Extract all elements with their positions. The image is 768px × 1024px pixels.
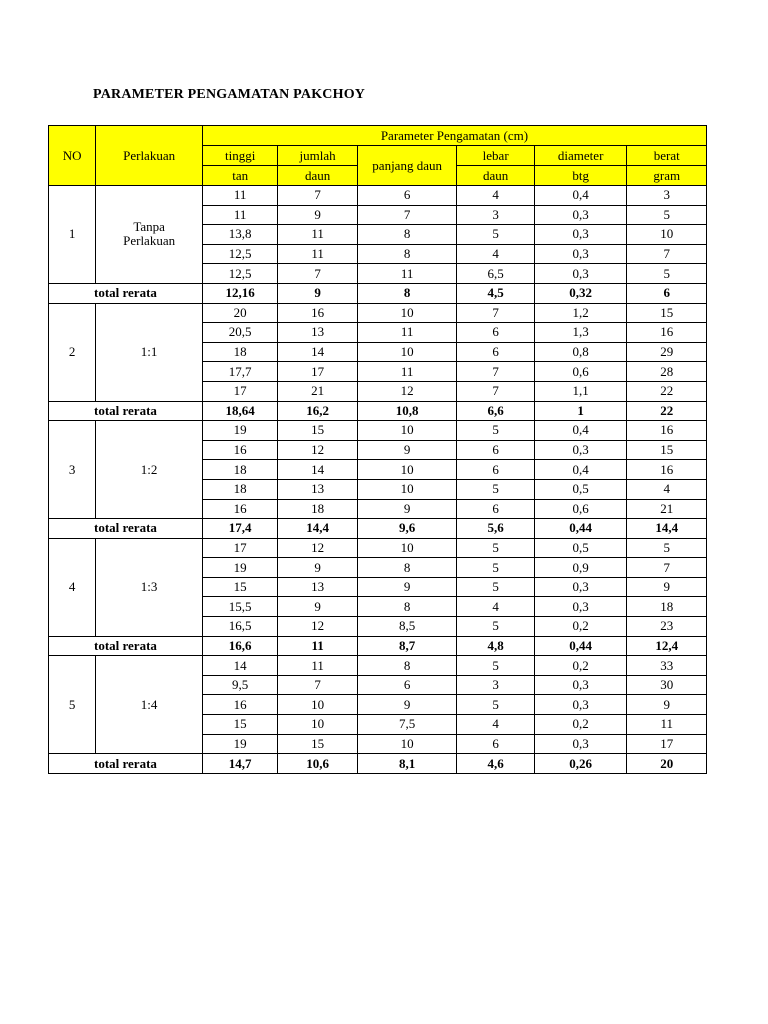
table-cell: 5 [457,617,534,637]
table-cell: 15 [202,715,277,735]
table-cell: 18 [202,342,277,362]
table-cell: 17 [202,381,277,401]
table-cell: 0,3 [534,225,627,245]
table-cell: 5 [627,264,707,284]
table-cell: 5 [457,479,534,499]
table-cell: 12,5 [202,244,277,264]
table-cell: 5 [627,205,707,225]
table-cell: 15 [278,734,357,754]
table-cell: 0,3 [534,597,627,617]
table-cell: 8 [357,656,457,676]
total-cell: 17,4 [202,519,277,539]
group-number: 5 [49,656,96,754]
table-cell: 6 [457,499,534,519]
table-cell: 5 [627,538,707,558]
table-cell: 8 [357,244,457,264]
table-cell: 9 [278,558,357,578]
table-cell: 11 [202,186,277,206]
table-cell: 12 [278,538,357,558]
table-cell: 7 [627,558,707,578]
table-cell: 6,5 [457,264,534,284]
table-cell: 8,5 [357,617,457,637]
table-cell: 9 [627,577,707,597]
table-cell: 8 [357,558,457,578]
table-cell: 10 [627,225,707,245]
table-cell: 10 [357,734,457,754]
header-diameter-line1: diameter [534,146,627,166]
table-cell: 6 [457,323,534,343]
total-cell: 0,32 [534,283,627,303]
table-cell: 20 [202,303,277,323]
table-cell: 7 [457,362,534,382]
table-cell: 11 [202,205,277,225]
total-cell: 4,5 [457,283,534,303]
total-row [49,283,707,303]
table-cell: 10 [357,538,457,558]
table-cell: 0,3 [534,440,627,460]
table-cell: 10 [357,460,457,480]
table-row [49,421,707,441]
header-lebar-line1: lebar [457,146,534,166]
header-jumlah-line2: daun [278,166,357,186]
total-cell: 5,6 [457,519,534,539]
table-row [49,303,707,323]
group-number: 1 [49,186,96,284]
table-cell: 15 [202,577,277,597]
header-lebar-line2: daun [457,166,534,186]
table-cell: 7 [278,186,357,206]
total-label: total rerata [49,754,203,774]
table-cell: 7,5 [357,715,457,735]
table-cell: 5 [457,538,534,558]
table-cell: 16 [202,499,277,519]
table-cell: 0,4 [534,186,627,206]
table-cell: 20,5 [202,323,277,343]
table-cell: 15 [627,303,707,323]
table-cell: 10 [357,421,457,441]
total-cell: 4,6 [457,754,534,774]
table-cell: 12 [278,440,357,460]
total-label: total rerata [49,519,203,539]
table-cell: 30 [627,675,707,695]
total-cell: 1 [534,401,627,421]
table-cell: 0,3 [534,577,627,597]
table-cell: 18 [202,479,277,499]
table-cell: 18 [202,460,277,480]
table-cell: 16 [202,695,277,715]
table-cell: 0,2 [534,656,627,676]
table-cell: 16 [627,421,707,441]
table-cell: 6 [457,734,534,754]
table-cell: 15,5 [202,597,277,617]
total-cell: 14,7 [202,754,277,774]
total-row [49,754,707,774]
total-cell: 0,44 [534,636,627,656]
table-cell: 16,5 [202,617,277,637]
table-cell: 0,4 [534,421,627,441]
total-cell: 22 [627,401,707,421]
total-row [49,636,707,656]
table-cell: 10 [357,479,457,499]
table-cell: 0,6 [534,499,627,519]
table-cell: 11 [357,323,457,343]
table-cell: 11 [627,715,707,735]
table-cell: 19 [202,421,277,441]
table-cell: 0,6 [534,362,627,382]
table-cell: 3 [457,205,534,225]
table-cell: 0,5 [534,538,627,558]
table-cell: 7 [627,244,707,264]
table-cell: 4 [457,597,534,617]
group-number: 3 [49,421,96,519]
table-cell: 11 [357,264,457,284]
observation-table [48,125,707,774]
table-row [49,538,707,558]
total-cell: 16,6 [202,636,277,656]
table-cell: 11 [278,656,357,676]
table-cell: 14 [278,342,357,362]
table-cell: 1,1 [534,381,627,401]
group-number: 2 [49,303,96,401]
table-body [49,186,707,774]
total-cell: 6,6 [457,401,534,421]
header-tinggi-line2: tan [202,166,277,186]
table-cell: 8 [357,597,457,617]
table-cell: 3 [627,186,707,206]
total-cell: 9,6 [357,519,457,539]
table-cell: 0,3 [534,205,627,225]
table-cell: 15 [278,421,357,441]
table-cell: 0,3 [534,675,627,695]
table-cell: 6 [357,675,457,695]
table-cell: 15 [627,440,707,460]
table-cell: 6 [457,440,534,460]
table-cell: 11 [357,362,457,382]
total-cell: 10,6 [278,754,357,774]
table-cell: 22 [627,381,707,401]
table-cell: 21 [278,381,357,401]
group-perlakuan: 1:1 [96,303,203,401]
table-cell: 11 [278,225,357,245]
table-cell: 0,3 [534,264,627,284]
table-cell: 23 [627,617,707,637]
table-cell: 1,2 [534,303,627,323]
table-cell: 7 [457,381,534,401]
total-cell: 16,2 [278,401,357,421]
total-label: total rerata [49,636,203,656]
total-cell: 14,4 [627,519,707,539]
header-diameter-line2: btg [534,166,627,186]
group-perlakuan: 1:2 [96,421,203,519]
total-cell: 6 [627,283,707,303]
header-berat-line2: gram [627,166,707,186]
header-tinggi-line1: tinggi [202,146,277,166]
table-cell: 13 [278,577,357,597]
table-cell: 17 [202,538,277,558]
table-cell: 9 [278,597,357,617]
table-cell: 4 [457,186,534,206]
table-cell: 9 [357,577,457,597]
table-cell: 14 [202,656,277,676]
table-cell: 16 [278,303,357,323]
table-cell: 5 [457,558,534,578]
table-cell: 8 [357,225,457,245]
table-cell: 18 [627,597,707,617]
total-cell: 9 [278,283,357,303]
table-cell: 6 [457,460,534,480]
total-cell: 12,16 [202,283,277,303]
table-cell: 9 [357,440,457,460]
header-berat-line1: berat [627,146,707,166]
table-cell: 0,3 [534,695,627,715]
table-cell: 33 [627,656,707,676]
total-label: total rerata [49,401,203,421]
table-cell: 7 [357,205,457,225]
table-cell: 9,5 [202,675,277,695]
table-cell: 4 [457,244,534,264]
table-cell: 5 [457,421,534,441]
total-cell: 10,8 [357,401,457,421]
total-cell: 8 [357,283,457,303]
group-perlakuan: Tanpa Perlakuan [96,186,203,284]
table-cell: 13 [278,323,357,343]
header-no: NO [49,126,96,186]
table-cell: 3 [457,675,534,695]
group-perlakuan: 1:4 [96,656,203,754]
table-cell: 6 [457,342,534,362]
table-cell: 18 [278,499,357,519]
table-cell: 14 [278,460,357,480]
table-cell: 13 [278,479,357,499]
table-cell: 5 [457,656,534,676]
total-cell: 20 [627,754,707,774]
table-cell: 0,4 [534,460,627,480]
table-row [49,186,707,206]
table-cell: 4 [457,715,534,735]
page-title: PARAMETER PENGAMATAN PAKCHOY [93,87,366,102]
total-cell: 8,1 [357,754,457,774]
total-cell: 0,44 [534,519,627,539]
header-perlakuan: Perlakuan [96,126,203,186]
table-cell: 1,3 [534,323,627,343]
table-cell: 7 [278,264,357,284]
table-cell: 5 [457,577,534,597]
table-cell: 9 [278,205,357,225]
table-cell: 0,3 [534,244,627,264]
table-cell: 10 [278,715,357,735]
table-cell: 9 [627,695,707,715]
group-perlakuan: 1:3 [96,538,203,636]
total-cell: 18,64 [202,401,277,421]
total-cell: 0,26 [534,754,627,774]
table-cell: 16 [202,440,277,460]
table-cell: 12,5 [202,264,277,284]
table-cell: 17 [278,362,357,382]
table-cell: 5 [457,695,534,715]
table-cell: 5 [457,225,534,245]
table-cell: 16 [627,460,707,480]
total-row [49,401,707,421]
table-row [49,656,707,676]
table-cell: 0,9 [534,558,627,578]
table-cell: 17,7 [202,362,277,382]
table-cell: 21 [627,499,707,519]
group-number: 4 [49,538,96,636]
table-cell: 7 [278,675,357,695]
table-cell: 13,8 [202,225,277,245]
total-cell: 4,8 [457,636,534,656]
total-cell: 12,4 [627,636,707,656]
table-cell: 0,5 [534,479,627,499]
table-cell: 11 [278,244,357,264]
table-cell: 6 [357,186,457,206]
total-cell: 11 [278,636,357,656]
table-cell: 10 [278,695,357,715]
table-cell: 0,8 [534,342,627,362]
total-label: total rerata [49,283,203,303]
table-cell: 0,3 [534,734,627,754]
table-cell: 7 [457,303,534,323]
header-panjang-daun: panjang daun [357,146,457,186]
header-jumlah-line1: jumlah [278,146,357,166]
table-cell: 10 [357,303,457,323]
total-row [49,519,707,539]
table-cell: 4 [627,479,707,499]
table-cell: 19 [202,558,277,578]
table-cell: 12 [278,617,357,637]
table-cell: 29 [627,342,707,362]
table-cell: 19 [202,734,277,754]
header-parameter-group: Parameter Pengamatan (cm) [202,126,706,146]
table-cell: 28 [627,362,707,382]
table-cell: 0,2 [534,617,627,637]
table-cell: 17 [627,734,707,754]
table-header [49,126,707,186]
table-cell: 12 [357,381,457,401]
table-cell: 16 [627,323,707,343]
table-cell: 9 [357,695,457,715]
total-cell: 14,4 [278,519,357,539]
total-cell: 8,7 [357,636,457,656]
table-cell: 9 [357,499,457,519]
table-cell: 10 [357,342,457,362]
table-cell: 0,2 [534,715,627,735]
